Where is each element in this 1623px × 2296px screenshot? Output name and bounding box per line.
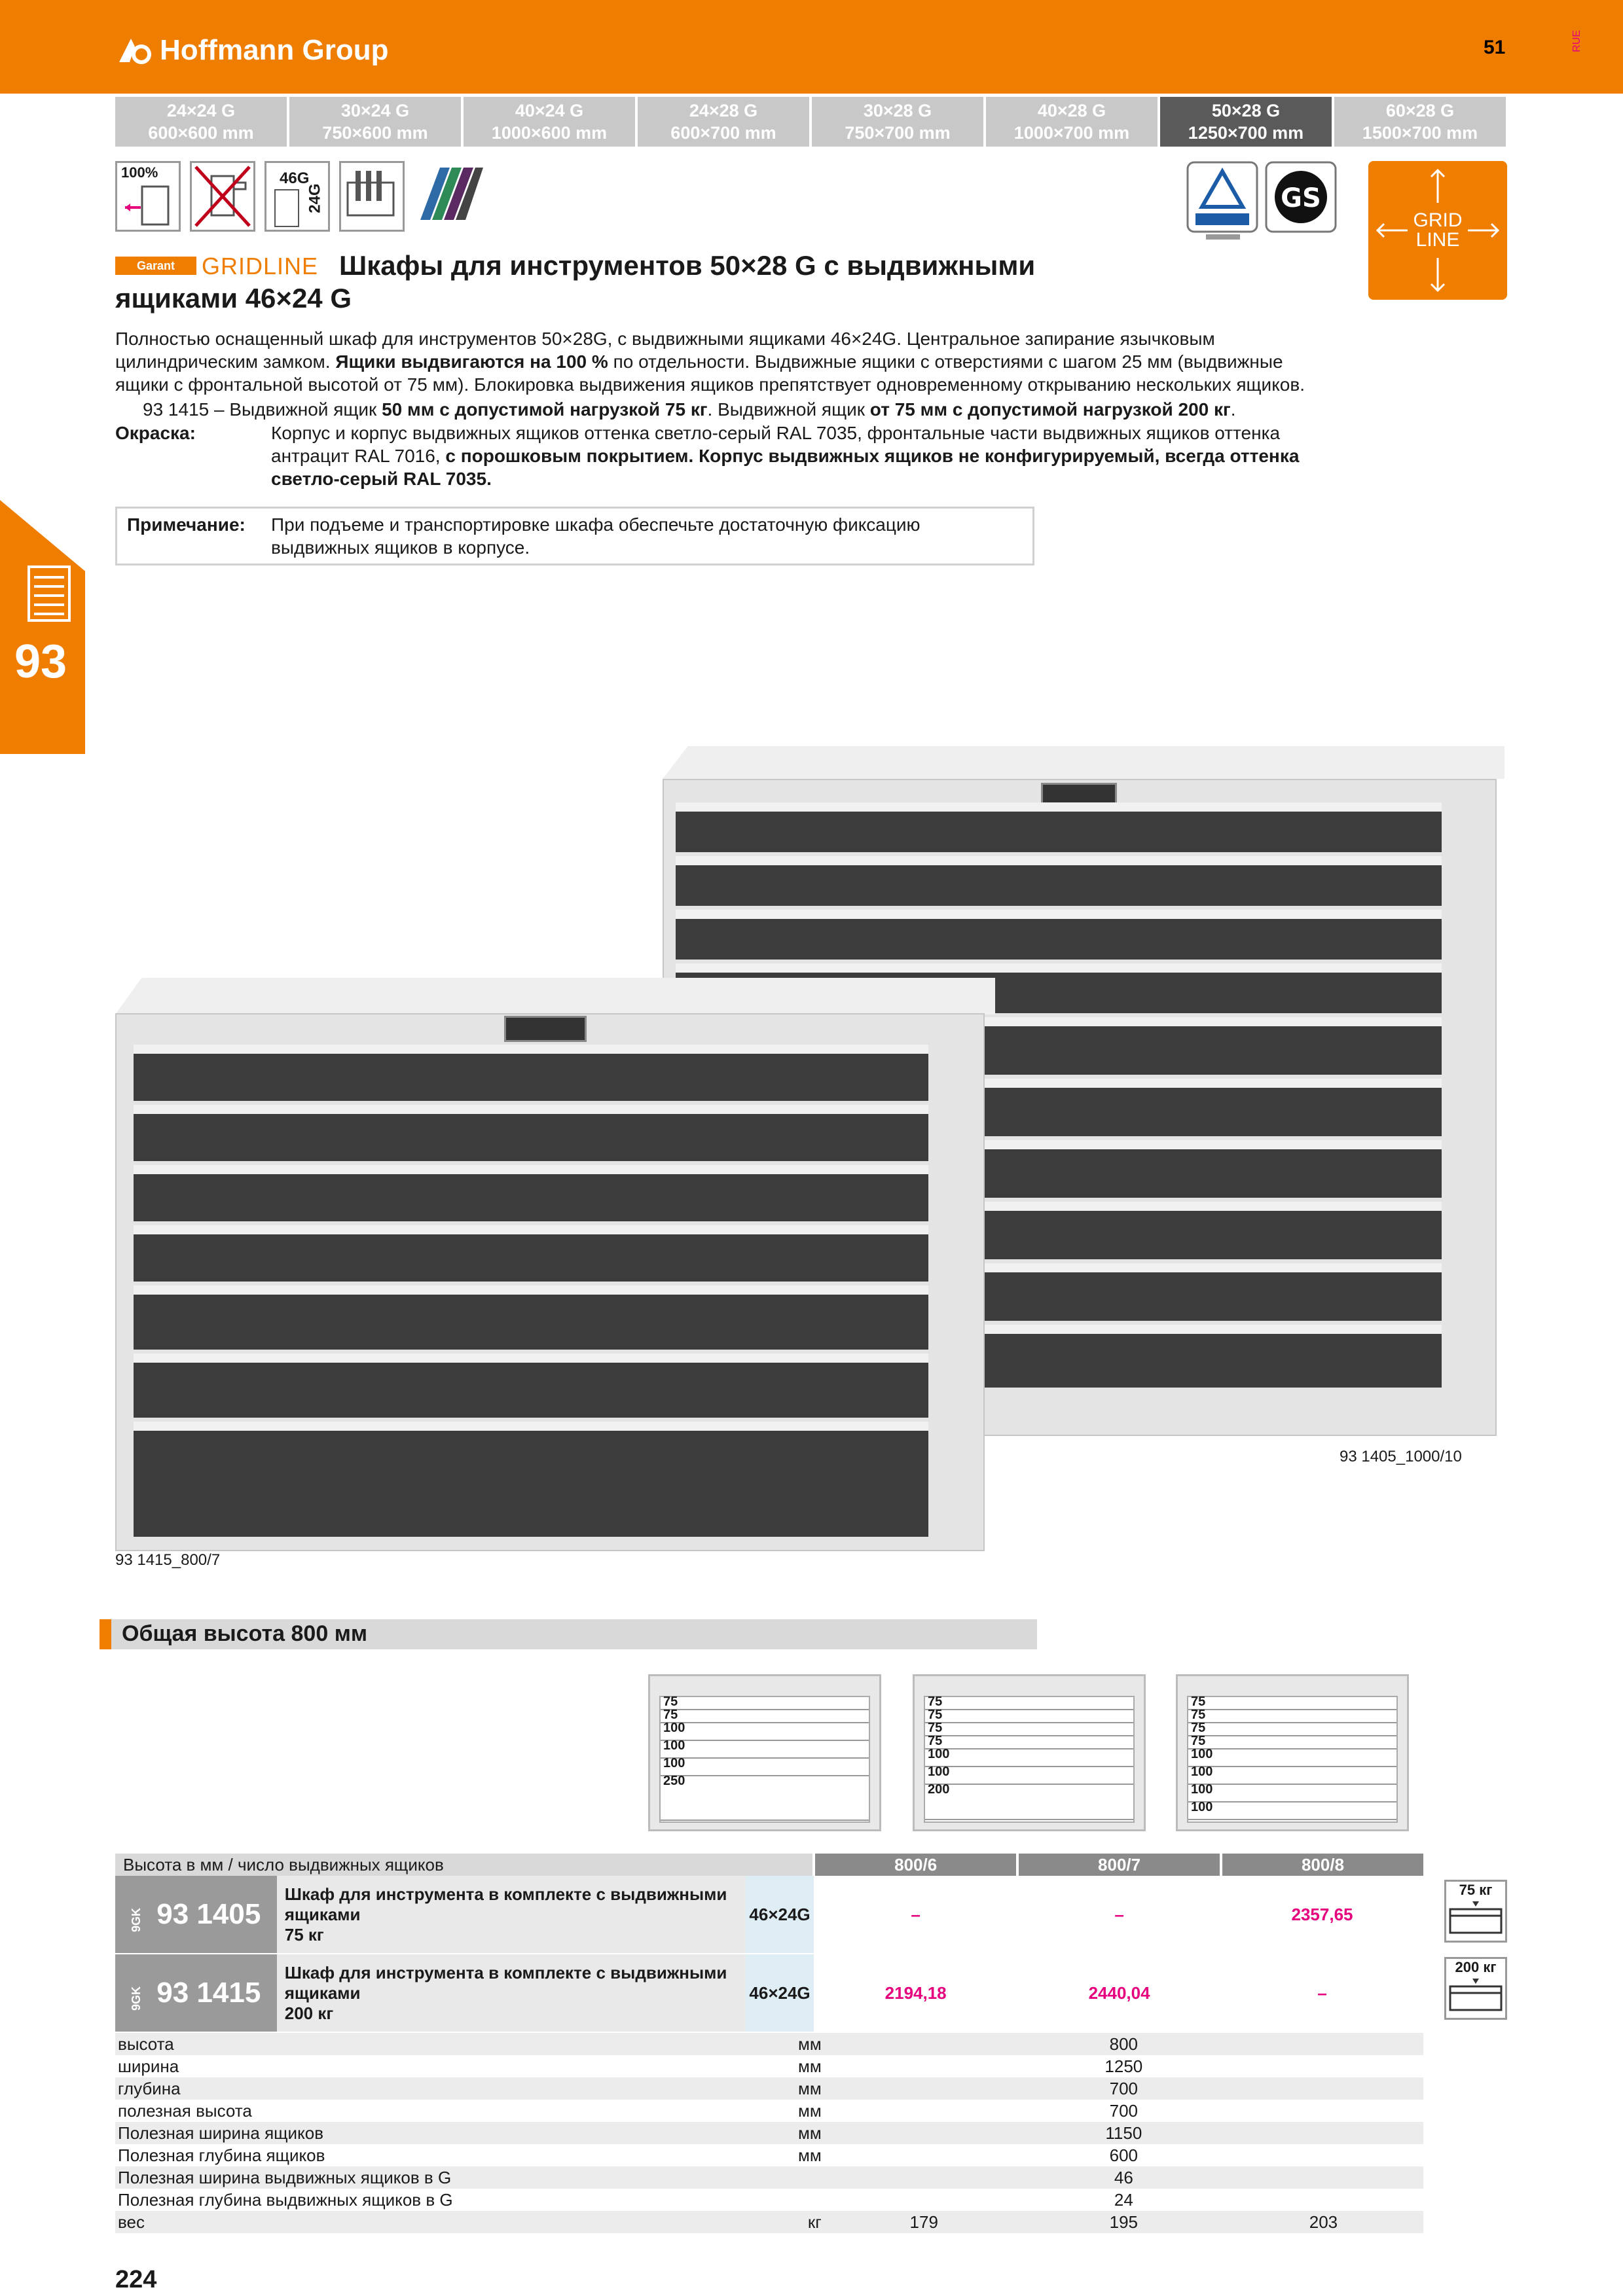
drawer-front	[134, 1225, 928, 1282]
spec-row	[115, 2166, 1423, 2189]
gridline-badge-line2: LINE	[1415, 229, 1460, 251]
drawer-height-label: 100	[1191, 1765, 1213, 1779]
drawer-divider-line	[925, 1784, 1133, 1785]
drawer-divider-line	[1188, 1748, 1396, 1749]
paint-line3: светло-серый RAL 7035.	[271, 469, 492, 489]
price-cell: –	[814, 1876, 1017, 1954]
weight-value: 195	[1024, 2211, 1224, 2233]
drawer-divider-line	[1188, 1709, 1396, 1710]
row-description: Шкаф для инструмента в комплекте с выдвижными ящиками	[284, 1962, 727, 2003]
caption-back-cabinet: 93 1405_1000/10	[1340, 1448, 1462, 1465]
drawer-height-label: 100	[928, 1765, 950, 1779]
spec-text3: .	[1230, 399, 1236, 420]
drawer-divider-line	[661, 1757, 869, 1759]
paint-line2a: антрацит RAL 7016,	[271, 446, 441, 466]
spec-value: 700	[1109, 2100, 1139, 2121]
section-title: Общая высота 800 мм	[122, 1621, 367, 1646]
column-800-8: 800/8	[1221, 1854, 1423, 1876]
table-header-row	[115, 1854, 1423, 1876]
caption-front-cabinet: 93 1415_800/7	[115, 1551, 221, 1569]
size-tab-grid: 40×24 G	[515, 101, 584, 120]
note-line1: При подъеме и транспортировке шкафа обеспечьте достаточную фиксацию	[271, 514, 921, 535]
cabinet-back-top	[663, 746, 1504, 779]
gs-certificate-icon	[1265, 161, 1337, 233]
size-tab-grid: 60×28 G	[1385, 101, 1455, 120]
tilt-lock-icon	[192, 163, 253, 230]
drawer-height-label: 75	[928, 1695, 943, 1709]
drawer-divider-line	[925, 1819, 1133, 1820]
spec-text1: Выдвижной ящик	[229, 399, 377, 420]
table-header-label: Высота в мм / число выдвижных ящиков	[115, 1854, 814, 1876]
drawer-height-label: 200	[928, 1782, 950, 1797]
drawer-height-label: 100	[1191, 1782, 1213, 1797]
row-load: 200 кг	[284, 2003, 334, 2023]
extension-percent: 100%	[121, 164, 158, 181]
size-tab[interactable]	[986, 97, 1158, 147]
spec-unit: мм	[797, 2056, 822, 2076]
drawer-divider-line	[925, 1748, 1133, 1749]
size-tab[interactable]	[812, 97, 983, 147]
product-description	[115, 327, 1385, 396]
drawer-divider-line	[661, 1709, 869, 1710]
tuv-certificate-icon	[1186, 161, 1258, 233]
drawer-height-label: 75	[663, 1695, 678, 1709]
spec-label: вес	[115, 2211, 767, 2233]
product-description-cell	[277, 1876, 746, 1954]
drawer-divider-line	[1188, 1722, 1396, 1723]
column-800-6: 800/6	[814, 1854, 1017, 1876]
load-75kg-label: 75 кг	[1459, 1882, 1493, 1898]
row-load: 75 кг	[284, 1924, 324, 1945]
drawer-height-label: 75	[1191, 1708, 1206, 1722]
drawer-height-label: 75	[928, 1734, 943, 1748]
spec-row	[115, 2189, 1423, 2211]
drawer-divider-line	[925, 1735, 1133, 1736]
divider-set-icon	[341, 163, 403, 230]
size-tab[interactable]	[115, 97, 287, 147]
grid-box-shape	[274, 189, 299, 227]
drawer-front	[134, 1422, 928, 1537]
page-number-top: 51	[1484, 37, 1506, 58]
drawer-height-label: 250	[663, 1774, 685, 1788]
drawer-height-label: 75	[1191, 1721, 1206, 1735]
load-200kg-badge	[1444, 1957, 1507, 2020]
size-tab[interactable]	[1160, 97, 1332, 147]
drawer-divider-line	[1188, 1766, 1396, 1767]
drawer-config-diagram	[648, 1674, 881, 1831]
brand-logo	[117, 34, 389, 67]
drawer-config-diagram	[913, 1674, 1146, 1831]
language-code: RUE	[1571, 30, 1582, 52]
row-description: Шкаф для инструмента в комплекте с выдвижными ящиками	[284, 1884, 727, 1924]
paint-line2	[271, 444, 1384, 467]
drawer-height-label: 100	[1191, 1800, 1213, 1814]
drawer-divider-line	[661, 1740, 869, 1741]
drawer-config-frame	[659, 1696, 870, 1823]
drawer-divider-line	[661, 1775, 869, 1776]
spec-label: Полезная ширина выдвижных ящиков в G	[115, 2166, 767, 2189]
gridline-logo: GRIDLINE	[202, 253, 319, 279]
drawer-front	[676, 910, 1442, 960]
drawer-divider-line	[1188, 1801, 1396, 1803]
price-cell: 2194,18	[814, 1954, 1017, 2032]
gridline-badge	[1368, 161, 1507, 300]
size-tab-mm: 750×600 mm	[322, 123, 428, 143]
column-800-7: 800/7	[1017, 1854, 1221, 1876]
size-tab-grid: 30×28 G	[863, 101, 932, 120]
spec-row	[115, 2100, 1423, 2122]
article-number[interactable]: 93 1405	[156, 1898, 261, 1930]
load-75kg-badge	[1444, 1880, 1507, 1943]
drawer-config-frame	[924, 1696, 1135, 1823]
drawer-height-label: 100	[1191, 1747, 1213, 1761]
spec-bold2: от 75 мм с допустимой нагрузкой 200 кг	[869, 399, 1231, 420]
spec-row	[115, 2077, 1423, 2100]
price-cell: 2357,65	[1221, 1876, 1423, 1954]
size-tab-mm: 1500×700 mm	[1362, 123, 1478, 143]
drawer-height-label: 75	[1191, 1695, 1206, 1709]
cabinet-front-top	[115, 978, 995, 1014]
size-tab[interactable]	[289, 97, 461, 147]
drawer-front	[134, 1045, 928, 1101]
description-holes-text: по отдельности. Выдвижные ящики с отверстиями с шагом 25 мм (выдвижные	[613, 351, 1283, 372]
page-number-bottom: 224	[115, 2266, 157, 2293]
size-tab-mm: 1000×600 mm	[491, 123, 608, 143]
size-tab[interactable]	[1334, 97, 1506, 147]
spec-value: 800	[824, 2033, 1423, 2055]
cabinet-front-lock	[504, 1016, 587, 1042]
chapter-number: 93	[14, 636, 67, 688]
drawer-extension-icon	[122, 184, 175, 227]
drawer-divider-line	[661, 1722, 869, 1723]
spec-unit: кг	[767, 2211, 824, 2233]
note-line2: выдвижных ящиков в корпусе.	[271, 537, 530, 558]
chapter-side-tab	[0, 500, 85, 754]
grid-cell: 46×24G	[746, 1876, 814, 1954]
drawer-front	[676, 802, 1442, 852]
drawer-height-label: 75	[1191, 1734, 1206, 1748]
color-swatches-icon	[414, 161, 479, 232]
description-line3: ящики с фронтальной высотой от 75 мм). Блокировка выдвижения ящиков препятствует одновременному открыванию нескольких ящиков.	[115, 374, 1305, 395]
spec-label: Полезная глубина выдвижных ящиков в G	[118, 2189, 453, 2210]
drawer-divider-line	[925, 1722, 1133, 1723]
spec-row	[115, 2122, 1423, 2144]
section-accent	[100, 1619, 111, 1649]
spec-unit: мм	[767, 2033, 824, 2055]
note-label: Примечание:	[127, 514, 246, 535]
drawer-front	[134, 1105, 928, 1161]
drawer-config-diagram	[1176, 1674, 1409, 1831]
weight-value: 203	[1224, 2211, 1423, 2233]
garant-logo: Garant	[115, 257, 196, 275]
drawer-height-label: 100	[928, 1747, 950, 1761]
price-cell: –	[1221, 1954, 1423, 2032]
grid-size-a: 46G	[280, 170, 310, 187]
article-prefix: 9GK	[130, 1986, 143, 2011]
drawer-divider-line	[661, 1820, 869, 1821]
description-line1: Полностью оснащенный шкаф для инструментов 50×28G, с выдвижными ящиками 46×24G. Центральное запирание язычковым	[115, 329, 1215, 349]
drawer-front	[134, 1165, 928, 1221]
grid-size-b: 24G	[306, 183, 324, 213]
spec-table	[115, 2033, 1423, 2233]
load-200kg-label: 200 кг	[1455, 1959, 1497, 1975]
spec-value: 24	[1114, 2189, 1133, 2210]
size-tab-grid: 40×28 G	[1037, 101, 1106, 120]
paint-description	[271, 422, 1384, 490]
article-prefix: 9GK	[130, 1907, 143, 1933]
drawer-config-frame	[1187, 1696, 1398, 1823]
product-title-line2: ящиками 46×24 G	[115, 283, 352, 314]
weight-value: 179	[824, 2211, 1024, 2233]
size-tab[interactable]	[464, 97, 635, 147]
product-title-line1: Шкафы для инструментов 50×28 G с выдвижными	[339, 250, 1036, 281]
size-tab-grid: 24×24 G	[166, 101, 236, 120]
size-tab-mm: 1000×700 mm	[1013, 123, 1130, 143]
spec-text2: . Выдвижной ящик	[707, 399, 866, 420]
drawer-height-label: 100	[663, 1738, 685, 1753]
size-tab-grid: 50×28 G	[1211, 101, 1281, 120]
size-tab-grid: 30×24 G	[340, 101, 410, 120]
drawer-height-label: 75	[663, 1708, 678, 1722]
drawer-height-label: 100	[663, 1756, 685, 1770]
size-tab-mm: 600×600 mm	[148, 123, 254, 143]
spec-unit: мм	[767, 2077, 824, 2100]
drawer-height-label: 75	[928, 1721, 943, 1735]
spec-unit: мм	[767, 2122, 824, 2144]
table-row	[115, 1876, 1423, 1954]
drawer-divider-line	[1188, 1735, 1396, 1736]
spec-label: ширина	[118, 2056, 179, 2076]
drawer-divider-line	[925, 1766, 1133, 1767]
svg-text:GS: GS	[1281, 183, 1321, 213]
grid-cell: 46×24G	[746, 1954, 814, 2032]
price-cell: –	[1017, 1876, 1221, 1954]
spec-row-weight	[115, 2211, 1423, 2233]
cabinet-chapter-icon	[26, 564, 72, 623]
note-text	[271, 513, 921, 559]
spec-code: 93 1415 –	[143, 399, 225, 420]
drawer-divider-line	[925, 1709, 1133, 1710]
spec-row	[115, 2055, 1423, 2077]
spec-unit: мм	[797, 2145, 822, 2165]
spec-row	[115, 2144, 1423, 2166]
spec-unit: мм	[797, 2100, 822, 2121]
size-tab-mm: 600×700 mm	[670, 123, 776, 143]
full-extension-icon	[115, 161, 181, 232]
drawer-load-icon	[1446, 1976, 1505, 2015]
spec-value: 1250	[1104, 2056, 1143, 2076]
drawer-load-icon	[1446, 1899, 1505, 1938]
spec-bold1: 50 мм с допустимой нагрузкой 75 кг	[382, 399, 708, 420]
spec-line	[143, 398, 1387, 421]
spec-value: 46	[824, 2166, 1423, 2189]
size-tab-mm: 1250×700 mm	[1188, 123, 1304, 143]
price-cell: 2440,04	[1017, 1954, 1221, 2032]
product-description-cell	[277, 1954, 746, 2032]
brand-name: Hoffmann Group	[160, 34, 389, 66]
spec-label: высота	[115, 2033, 767, 2055]
spec-unit	[767, 2166, 824, 2189]
drawer-divider-line	[1188, 1819, 1396, 1820]
paint-label: Окраска:	[115, 423, 196, 443]
drawer-front	[134, 1354, 928, 1418]
paint-line2b: с порошковым покрытием. Корпус выдвижных ящиков не конфигурируемый, всегда оттенка	[445, 446, 1300, 466]
drawer-height-label: 75	[928, 1708, 943, 1722]
spec-label: Полезная глубина ящиков	[118, 2145, 325, 2165]
spec-value: 600	[1109, 2145, 1139, 2165]
table-row	[115, 1954, 1423, 2032]
description-extension-bold: Ящики выдвигаются на 100 %	[335, 351, 608, 372]
drawer-dividers-icon	[339, 161, 405, 232]
spec-label: Полезная ширина ящиков	[115, 2122, 767, 2144]
drawer-height-label: 100	[663, 1721, 685, 1735]
price-table	[115, 1854, 1423, 2033]
spec-value: 1150	[824, 2122, 1423, 2144]
gridline-badge-line1: GRID	[1413, 209, 1463, 231]
color-options-icon	[414, 161, 486, 228]
size-tab-grid: 24×28 G	[689, 101, 758, 120]
article-cell	[115, 1876, 277, 1954]
drawer-front	[676, 856, 1442, 906]
size-tab-mm: 750×700 mm	[845, 123, 951, 143]
spec-label: полезная высота	[118, 2100, 252, 2121]
spec-row	[115, 2033, 1423, 2055]
drawer-divider-line	[1188, 1784, 1396, 1785]
spec-label: глубина	[115, 2077, 767, 2100]
spec-value: 700	[824, 2077, 1423, 2100]
description-lock-text: цилиндрическим замком.	[115, 351, 331, 372]
article-cell	[115, 1954, 277, 2032]
description-line2	[115, 350, 1385, 373]
hoffmann-logo-icon	[117, 36, 153, 65]
paint-line1: Корпус и корпус выдвижных ящиков оттенка светло-серый RAL 7035, фронтальные части выдвижных ящиков оттенка	[271, 423, 1281, 443]
article-number[interactable]: 93 1415	[156, 1977, 261, 2009]
spec-unit	[767, 2189, 824, 2211]
size-tab[interactable]	[638, 97, 809, 147]
drawer-front	[134, 1285, 928, 1350]
drawer-grid-icon	[264, 161, 330, 232]
no-tipping-icon	[190, 161, 255, 232]
